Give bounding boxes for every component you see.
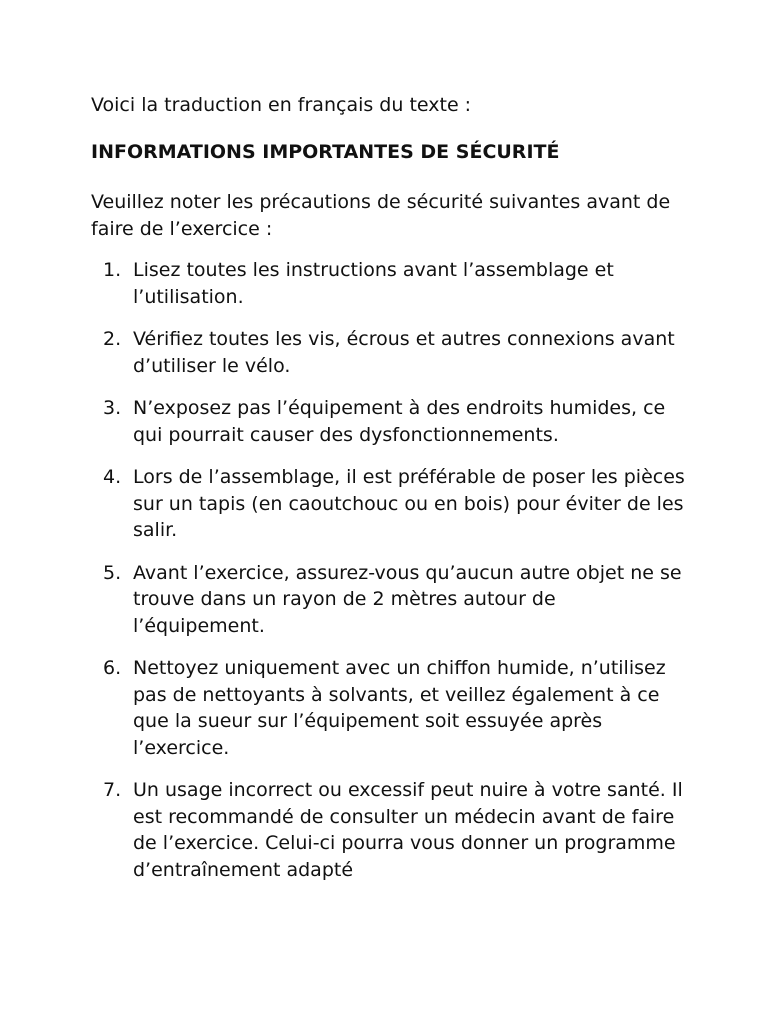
list-item xyxy=(91,257,688,310)
list-item-number: 5. xyxy=(103,561,122,584)
list-item xyxy=(91,777,688,883)
precautions-list xyxy=(91,257,688,883)
list-item xyxy=(91,655,688,761)
list-item-text: N’exposez pas l’équipement à des endroits humides, ce qui pourrait causer des dysfonctionnements. xyxy=(133,397,666,446)
list-item xyxy=(91,464,688,544)
list-item-number: 3. xyxy=(103,397,122,419)
list-item-number: 4. xyxy=(103,466,122,488)
list-item-text: Vérifiez toutes les vis, écrous et autres connexions avant d’utiliser le vélo. xyxy=(133,328,675,377)
list-item-number: 7. xyxy=(103,779,122,801)
list-item-text: Nettoyez uniquement avec un chiffon humide, n’utilisez pas de nettoyants à solvants, et veillez également à ce que la sueur sur l’équipement soit essuyée après l’exercice. xyxy=(133,657,666,759)
list-item-number: 2. xyxy=(103,328,122,350)
list-item-text: Lisez toutes les instructions avant l’assemblage et l’utilisation. xyxy=(133,259,614,308)
list-item-text: Lors de l’assemblage, il est préférable de poser les pièces sur un tapis (en caoutchouc ou en bois) pour éviter de les salir. xyxy=(133,466,685,541)
list-item xyxy=(91,560,688,640)
list-item-text: Avant l’exercice, assurez-vous qu’aucun autre objet ne se trouve dans un rayon de 2 mètres autour de l’équipement. xyxy=(133,561,682,637)
list-item xyxy=(91,395,688,448)
intro-text: Voici la traduction en français du texte : xyxy=(91,94,472,116)
list-item-number: 6. xyxy=(103,657,122,679)
list-item-text: Un usage incorrect ou excessif peut nuire à votre santé. Il est recommandé de consulter un médecin avant de faire de l’exercice. Celui-ci pourra vous donner un programme d’entraînement adapté xyxy=(133,779,683,881)
list-item xyxy=(91,326,688,379)
safety-heading: INFORMATIONS IMPORTANTES DE SÉCURITÉ xyxy=(91,140,560,163)
precautions-paragraph: Veuillez noter les précautions de sécurité suivantes avant de faire de l’exercice : xyxy=(91,191,671,240)
list-item-number: 1. xyxy=(103,259,122,281)
